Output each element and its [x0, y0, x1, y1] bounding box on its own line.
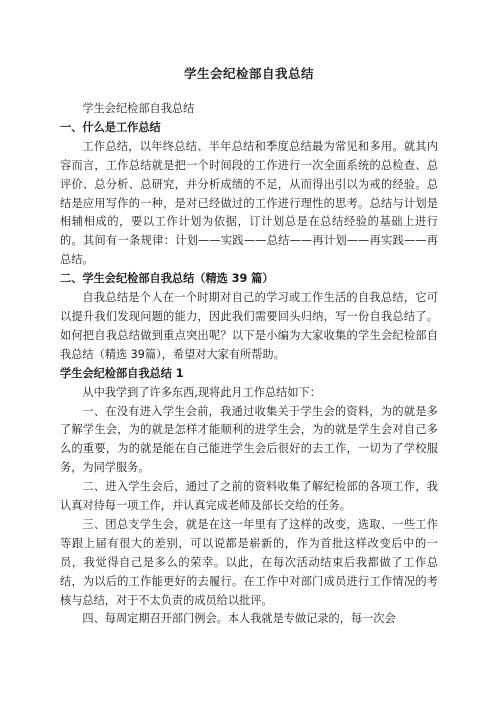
document-body: [60, 100, 438, 629]
section-heading: 二、学生会纪检部自我总结（精选 39 篇）: [60, 272, 274, 286]
paragraph: 一、在没有进入学生会前，我通过收集关于学生会的资料，为的就是多了解学生会，为的就是怎样才能顺利的进学生会，为的就是学生会对自己多么的重要，为的就是能在自己能进学生会后很好的去工作，一切为了学校服务，为同学服务。: [60, 404, 438, 475]
section-heading: 一、什么是工作总结: [60, 120, 161, 134]
section-heading: 学生会纪检部自我总结 1: [60, 366, 184, 380]
paragraph: 学生会纪检部自我总结: [82, 102, 195, 115]
document-title: 学生会纪检部自我总结: [183, 66, 314, 81]
paragraph: 三、团总支学生会，就是在这一年里有了这样的改变，选取、一些工作等跟上届有很大的差别，可以说都是崭新的，作为首批这样改变后中的一员，我觉得自己是多么的荣幸。以此，在每次活动结束后我都做了工作总结，为以后的工作能更好的去履行。在工作中对部门成员进行工作情况的考核与总结，对于不太负责的成员给以批评。: [60, 517, 438, 607]
paragraph: 从中我学到了许多东西,现将此月工作总结如下：: [82, 385, 321, 399]
paragraph: 工作总结，以年终总结、半年总结和季度总结最为常见和多用。就其内容而言，工作总结就是把一个时间段的工作进行一次全面系统的总检查、总评价、总分析、总研究，并分析成绩的不足，从而得出引以为戒的经验。总结是应用写作的一种，是对已经做过的工作进行理性的思考。总结与计划是相辅相成的，要以工作计划为依据，订计划总是在总结经验的基础上进行的。其间有一条规律：计划——实践——总结——再计划——再实践——再总结。: [60, 139, 438, 267]
paragraph: 自我总结是个人在一个时期对自己的学习或工作生活的自我总结，它可以提升我们发现问题的能力，因此我们需要回头归纳，写一份自我总结了。如何把自我总结做到重点突出呢？以下是小编为大家收集的学生会纪检部自我总结（精选 39篇），希望对大家有所帮助。: [60, 291, 438, 361]
paragraph: 二、进入学生会后，通过了之前的资料收集了解纪检部的各项工作，我认真对待每一项工作，并认真完成老师及部长交给的任务。: [60, 480, 438, 513]
paragraph: 四、每周定期召开部门例会。本人我就是专做记录的，每一次会: [82, 612, 396, 626]
